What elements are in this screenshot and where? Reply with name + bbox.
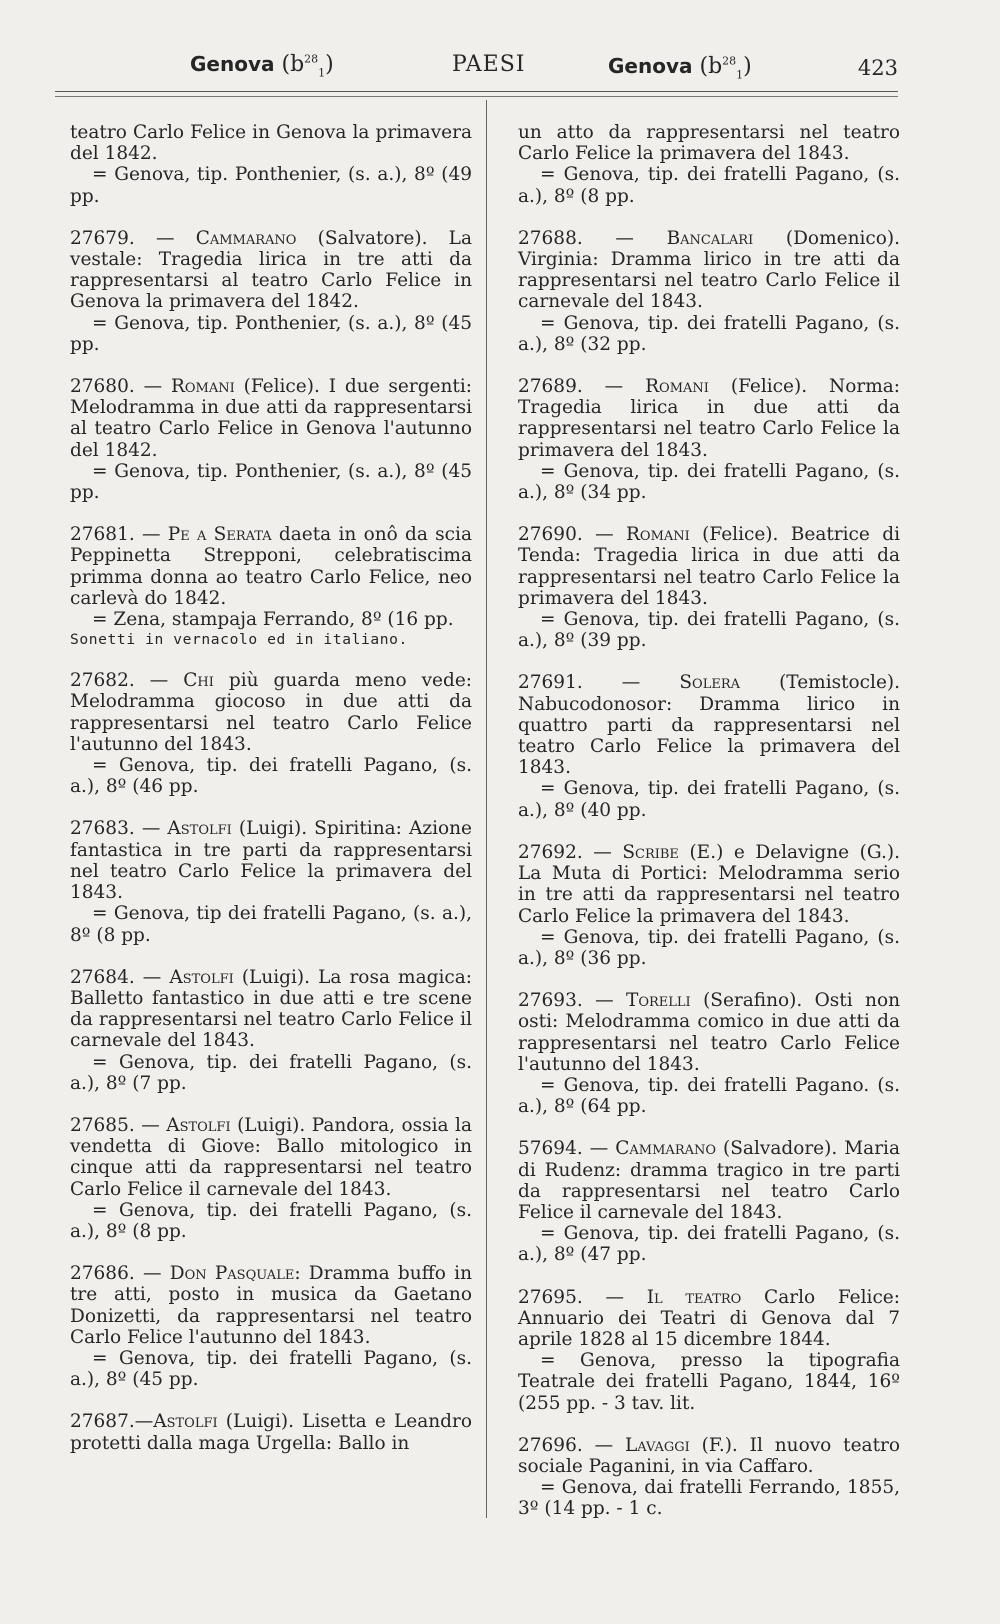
entry-text: (Salvatore). La vestale: Tragedia lirica in tre atti da rappresentarsi al teatro Carlo Felice in Genova la primavera del 1842. — [70, 227, 472, 313]
bibliography-entry — [518, 1287, 900, 1414]
entry-number: 27682. — [70, 670, 135, 692]
entry-dash: — — [582, 1138, 616, 1160]
entry-body — [70, 967, 472, 1052]
entry-text: (Felice). Beatrice di Tenda: Tragedia lirica in due atti da rappresentarsi nel teatro Carlo Felice la primavera del 1843. — [518, 524, 900, 609]
entry-author: Romani — [170, 376, 235, 398]
entry-body — [70, 670, 472, 755]
entry-text: (Felice). I due sergenti: Melodramma in due atti da rappresentarsi al teatro Carlo Felice in Genova l'autunno del 1842. — [70, 376, 472, 461]
header-right-close: ) — [743, 54, 752, 79]
page-header — [60, 44, 898, 92]
entry-dash: — — [582, 841, 623, 863]
entry-author: Chi — [183, 670, 214, 692]
bibliography-entry — [518, 672, 900, 820]
entry-body — [518, 842, 900, 927]
header-left-sup: 28 — [304, 52, 319, 66]
entry-number: 27684. — [70, 966, 135, 988]
entry-author: Cammarano — [615, 1138, 717, 1160]
bibliography-entry — [518, 122, 900, 207]
entry-publication: = Genova, tip. Ponthenier, (s. a.), 8º (45 pp. — [70, 312, 472, 355]
entry-author: Cammarano — [195, 227, 297, 249]
entry-dash: — — [134, 1263, 170, 1285]
bibliography-entry — [518, 1138, 900, 1265]
entry-dash: — — [582, 1286, 647, 1308]
bibliography-entry — [518, 842, 900, 969]
entry-body — [70, 122, 472, 164]
entry-text: (Serafino). Osti non osti: Melodramma comico in due atti da rappresentarsi nel teatro Carlo Felice l'autunno del 1843. — [518, 990, 901, 1075]
entry-body — [70, 1115, 472, 1200]
entry-body — [518, 228, 900, 313]
bibliography-entry — [70, 122, 472, 207]
entry-text: (Domenico). Virginia: Dramma lirico in tre atti da rappresentarsi nel teatro Carlo Felice il carnevale del 1843. — [518, 227, 900, 313]
entry-dash: — — [134, 1411, 154, 1433]
entry-dash: — — [134, 966, 170, 988]
entry-number: 27681. — [70, 524, 135, 546]
entry-text: (Temistocle). Nabucodonosor: Dramma lirico in quattro parti da rappresentarsi nel teatro Carlo Felice la primavera del 1843. — [518, 672, 900, 779]
entry-author: Astolfi — [153, 1411, 218, 1433]
entry-number: 57694. — [518, 1138, 583, 1160]
header-left — [190, 52, 334, 79]
entry-author: Lavaggi — [624, 1434, 690, 1456]
entry-publication: = Genova, tip. Ponthenier, (s. a.), 8º (49 pp. — [70, 164, 472, 207]
entry-body — [518, 376, 900, 461]
bibliography-entry — [70, 1263, 472, 1390]
bibliography-entry — [70, 670, 472, 797]
entry-dash: — — [134, 376, 171, 398]
bibliography-entry — [518, 990, 900, 1117]
entry-note: Sonetti in vernacolo ed in italiano. — [70, 631, 408, 649]
entry-number: 27679. — [70, 227, 135, 249]
entry-publication: = Genova, tip. dei fratelli Pagano, (s. a.), 8º (8 pp. — [70, 1199, 472, 1242]
entry-publication: = Genova, tip. dei fratelli Pagano, (s. a.), 8º (40 pp. — [518, 778, 900, 821]
entry-publication: = Genova, tip. dei fratelli Pagano, (s. a.), 8º (32 pp. — [518, 312, 900, 355]
page-number: 423 — [857, 56, 898, 80]
entry-author: Don Pasquale — [169, 1263, 295, 1285]
entry-author: Scribe — [622, 841, 679, 863]
header-right-code: (b — [699, 54, 723, 79]
bibliography-entry — [518, 524, 900, 651]
entry-author: Bancalari — [666, 227, 754, 249]
entry-body — [70, 524, 472, 609]
entry-publication: = Zena, stampaja Ferrando, 8º (16 pp. — [92, 609, 454, 631]
bibliography-entry — [518, 1435, 900, 1520]
entry-text: (F.). Il nuovo teatro sociale Paganini, in via Caffaro. — [518, 1434, 900, 1477]
bibliography-entry — [70, 376, 472, 503]
entry-number: 27688. — [518, 227, 583, 249]
left-column — [70, 122, 472, 1475]
entry-number: 27690. — [518, 524, 583, 546]
entry-publication: = Genova, tip. dei fratelli Pagano, (s. a.), 8º (47 pp. — [518, 1223, 900, 1266]
entry-text: un atto da rappresentarsi nel teatro Carlo Felice la primavera del 1843. — [518, 122, 900, 165]
entry-number: 27687. — [70, 1411, 135, 1433]
header-left-close: ) — [325, 52, 334, 77]
bibliography-entry — [70, 1115, 472, 1242]
bibliography-entry — [70, 967, 472, 1094]
entry-number: 27685. — [70, 1114, 135, 1136]
entry-author: Il teatro — [646, 1286, 742, 1308]
header-left-title: Genova — [190, 52, 275, 76]
entry-number: 27691. — [518, 672, 583, 694]
entry-text: (Felice). Norma: Tragedia lirica in due atti da rappresentarsi nel teatro Carlo Felice la primavera del 1843. — [518, 376, 901, 461]
entry-text: : Dramma buffo in tre atti, posto in musica da Gaetano Donizetti, da rappresentarsi nel teatro Carlo Felice l'autunno del 1843. — [70, 1263, 472, 1348]
entry-text: teatro Carlo Felice in Genova la primavera del 1842. — [70, 122, 472, 165]
entry-number: 27689. — [518, 376, 583, 398]
entry-publication: = Genova, tip. dei fratelli Pagano, (s. a.), 8º (36 pp. — [518, 926, 900, 969]
entry-number: 27693. — [518, 990, 583, 1012]
right-column — [518, 122, 900, 1541]
entry-body — [70, 1411, 472, 1453]
entry-publication: = Genova, tip. dei fratelli Pagano. (s. a.), 8º (64 pp. — [518, 1074, 900, 1118]
entry-body — [518, 122, 900, 164]
header-rule-thin — [55, 96, 898, 97]
entry-publication: = Genova, dai fratelli Ferrando, 1855, 3º (14 pp. - 1 c. — [518, 1477, 900, 1520]
bibliography-entry — [70, 524, 472, 649]
entry-publication: = Genova, presso la tipografia Teatrale dei fratelli Pagano, 1844, 16º (255 pp. - 3 tav. lit. — [518, 1350, 900, 1414]
entry-author: Astolfi — [167, 818, 232, 840]
entry-number: 27680. — [70, 376, 135, 398]
entry-dash: — — [582, 1434, 625, 1456]
entry-dash: — — [582, 376, 646, 398]
entry-author: Astolfi — [166, 1114, 231, 1136]
entry-author: Romani — [645, 376, 709, 398]
header-rule — [55, 91, 898, 92]
entry-text: (E.) e Delavigne (G.). La Muta di Portici: Melodramma serio in tre atti da rappresentarsi nel teatro Carlo Felice la primavera del 1843. — [518, 841, 900, 927]
entry-dash: — — [582, 524, 626, 546]
entry-body — [70, 818, 472, 903]
entry-publication: = Genova, tip. dei fratelli Pagano, (s. a.), 8º (46 pp. — [70, 755, 472, 798]
entry-dash: — — [582, 990, 626, 1012]
header-right — [608, 54, 752, 81]
entry-number: 27692. — [518, 841, 583, 863]
entry-author: Solera — [679, 672, 741, 694]
entry-author: Torelli — [626, 990, 691, 1012]
entry-dash: — — [134, 1114, 167, 1136]
entry-text: Carlo Felice: Annuario dei Teatri di Genova dal 7 aprile 1828 al 15 dicembre 1844. — [518, 1286, 900, 1350]
entry-text: (Luigi). Spiritina: Azione fantastica in tre parti da rappresentarsi nel teatro Carlo Felice la primavera del 1843. — [70, 818, 472, 904]
entry-number: 27696. — [518, 1434, 583, 1456]
entry-author: Astolfi — [169, 966, 234, 988]
entry-dash: — — [134, 227, 196, 249]
entry-body — [518, 1287, 900, 1351]
entry-dash: — — [582, 227, 667, 249]
entry-body — [518, 524, 900, 609]
entry-author: Pe a Serata — [167, 524, 272, 546]
entry-body — [70, 1263, 472, 1348]
entry-dash: — — [134, 670, 184, 692]
entry-body — [518, 672, 900, 778]
entry-text: più guarda meno vede: Melodramma giocoso in due atti da rappresentarsi nel teatro Carlo Felice l'autunno del 1843. — [70, 670, 472, 755]
header-center: PAESI — [452, 52, 526, 77]
entry-body — [518, 990, 900, 1075]
bibliography-entry — [518, 228, 900, 355]
entry-body — [518, 1138, 900, 1223]
header-left-sub: 1 — [318, 66, 326, 80]
entry-author: Romani — [626, 524, 690, 546]
header-right-sup: 28 — [722, 54, 737, 68]
entry-text: (Luigi). Lisetta e Leandro protetti dalla maga Urgella: Ballo in — [70, 1411, 472, 1454]
header-right-sub: 1 — [736, 68, 744, 82]
entry-publication: = Genova, tip. dei fratelli Pagano, (s. a.), 8º (8 pp. — [518, 164, 900, 207]
bibliography-entry — [70, 228, 472, 355]
entry-body — [70, 228, 472, 313]
entry-dash: — — [134, 524, 168, 546]
entry-text: (Salvadore). Maria di Rudenz: dramma tragico in tre parti da rappresentarsi nel teatro Carlo Felice il carnevale del 1843. — [518, 1138, 901, 1223]
entry-text: (Luigi). Pandora, ossia la vendetta di Giove: Ballo mitologico in cinque atti da rappresentarsi nel teatro Carlo Felice il carnevale del 1843. — [70, 1114, 473, 1200]
entry-body — [70, 376, 472, 461]
entry-text: daeta in onô da scia Peppinetta Strepponi, celebratiscima primma donna ao teatro Carlo Felice, neo carlevà do 1842. — [70, 524, 472, 609]
bibliography-entry — [70, 1411, 472, 1453]
entry-text: (Luigi). La rosa magica: Balletto fantastico in due atti e tre scene da rappresentarsi nel teatro Carlo Felice il carnevale del 1843. — [70, 966, 472, 1052]
entry-publication: = Genova, tip. dei fratelli Pagano, (s. a.), 8º (45 pp. — [70, 1347, 472, 1391]
entry-number: 27695. — [518, 1286, 583, 1308]
bibliography-entry — [70, 818, 472, 945]
column-divider — [486, 100, 487, 1518]
entry-body — [518, 1435, 900, 1477]
header-left-code: (b — [281, 52, 305, 77]
entry-publication: = Genova, tip. dei fratelli Pagano, (s. a.), 8º (7 pp. — [70, 1051, 472, 1094]
entry-publication: = Genova, tip. Ponthenier, (s. a.), 8º (45 pp. — [70, 460, 472, 504]
bibliography-entry — [518, 376, 900, 503]
entry-dash: — — [582, 672, 680, 694]
entry-dash: — — [134, 818, 168, 840]
entry-publication: = Genova, tip. dei fratelli Pagano, (s. a.), 8º (34 pp. — [518, 460, 900, 504]
header-right-title: Genova — [608, 54, 693, 78]
entry-publication: = Genova, tip. dei fratelli Pagano, (s. a.), 8º (39 pp. — [518, 609, 900, 652]
entry-number: 27686. — [70, 1263, 135, 1285]
entry-number: 27683. — [70, 818, 135, 840]
entry-publication: = Genova, tip dei fratelli Pagano, (s. a.), 8º (8 pp. — [70, 903, 472, 946]
